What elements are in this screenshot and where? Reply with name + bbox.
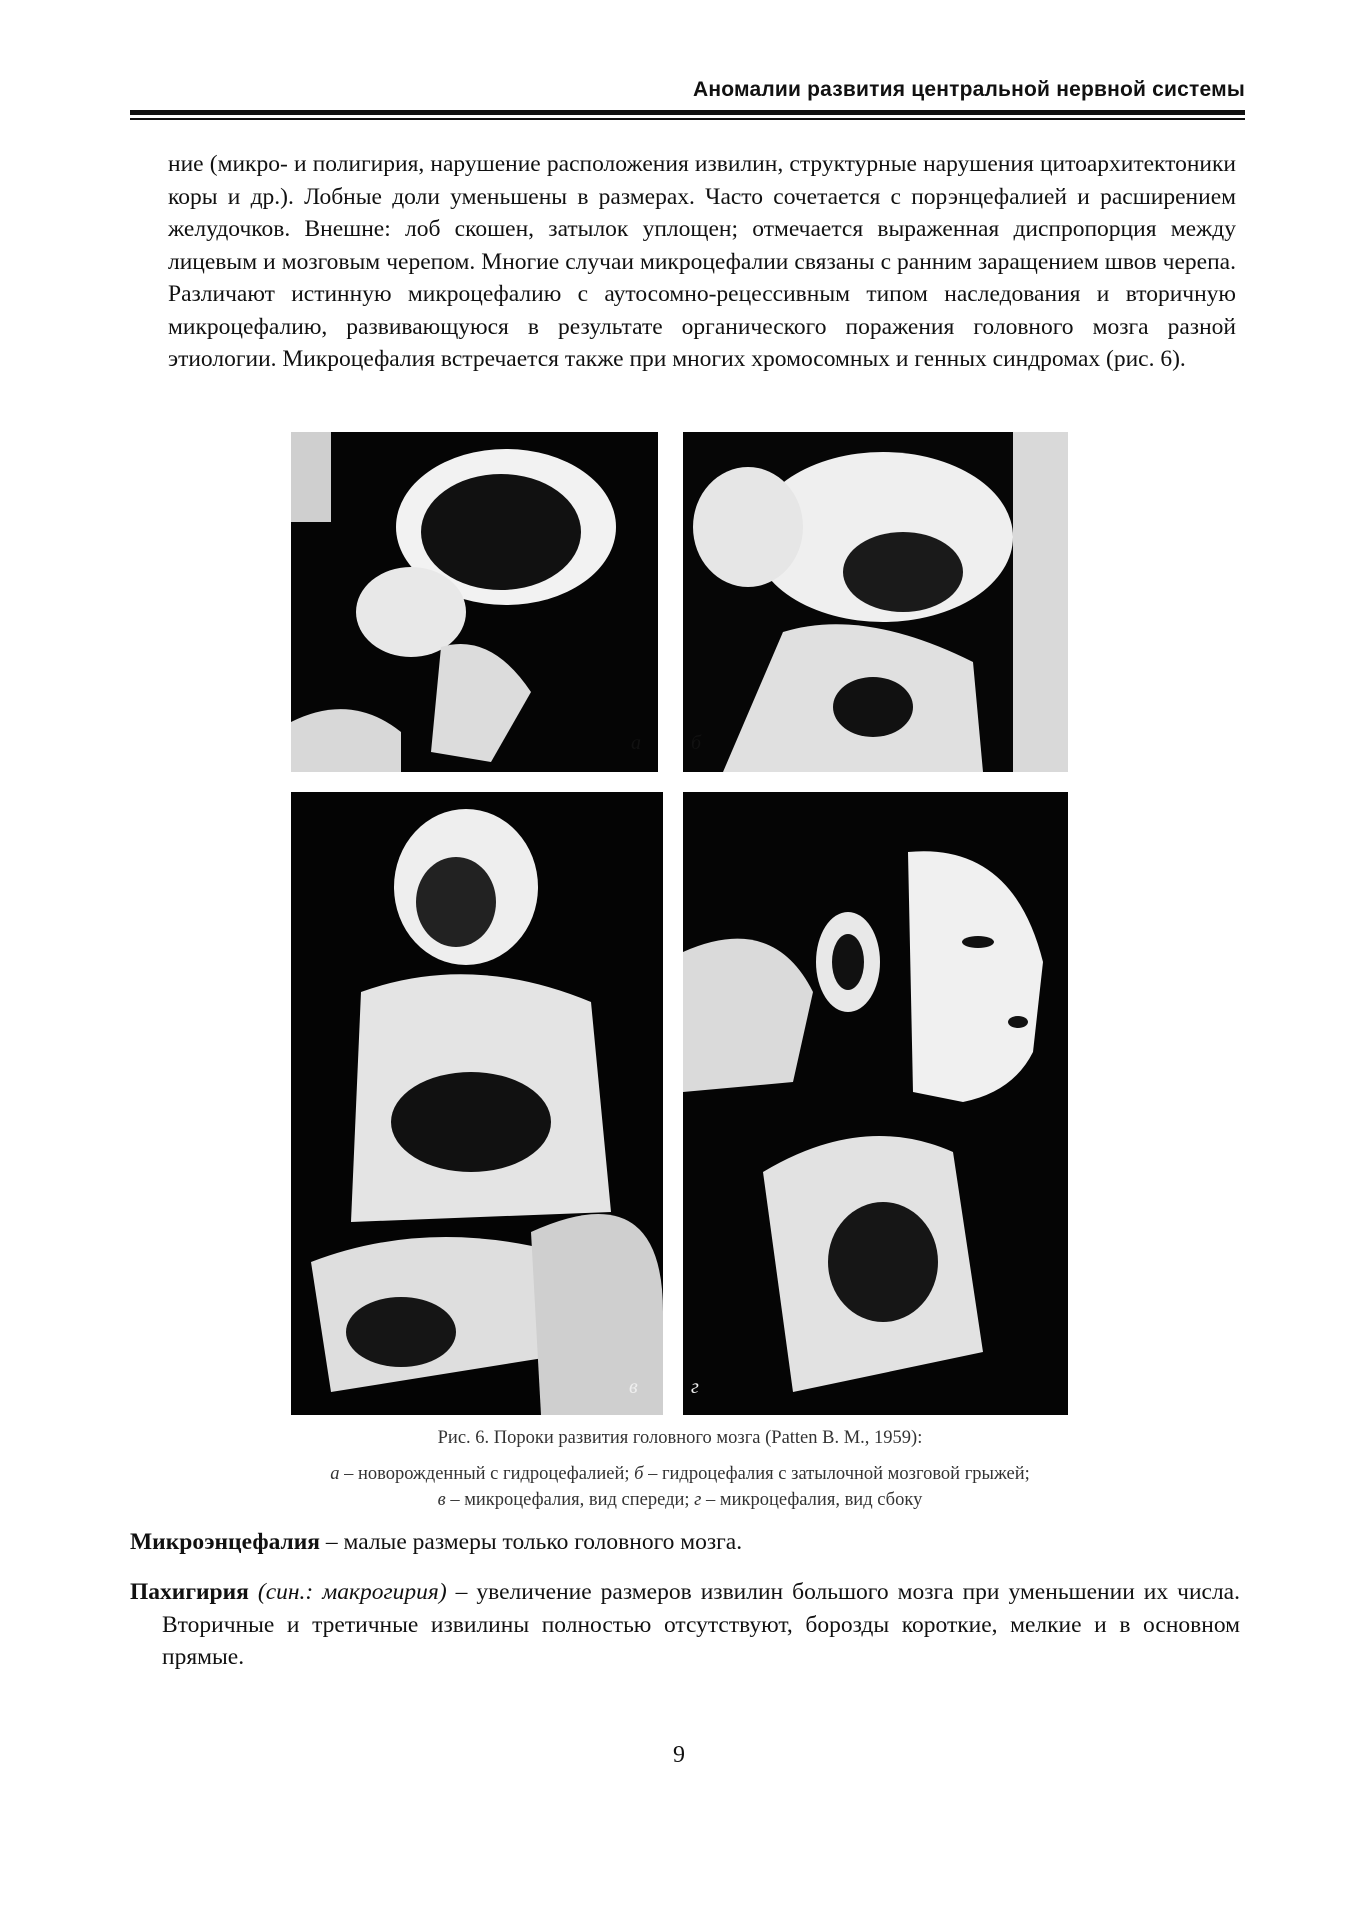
caption-text-g: – микроцефалия, вид сбоку	[701, 1490, 923, 1510]
header-rule-thin	[130, 118, 1245, 120]
caption-text-a: – новорожденный с гидроцефалией;	[339, 1464, 635, 1484]
figure-panel-a	[291, 432, 658, 772]
figure-caption-line1	[180, 1464, 1180, 1485]
definition-text: – малые размеры только головного мозга.	[319, 1529, 743, 1555]
definition-pachygyria	[130, 1576, 1240, 1674]
panel-label-b: б	[691, 732, 702, 754]
photo-microcephaly-side	[683, 792, 1068, 1415]
running-head: Аномалии развития центральной нервной системы	[693, 78, 1245, 101]
definition-microencephaly	[130, 1526, 1240, 1559]
figure-caption-title: Рис. 6. Пороки развития головного мозга (Patten B. M., 1959):	[437, 1428, 923, 1448]
header-rule-thick	[130, 110, 1245, 115]
page-number: 9	[673, 1742, 685, 1768]
body-paragraph: ние (микро- и полигирия, нарушение расположения извилин, структурные нарушения цитоархитектоники коры и др.). Лобные доли уменьшены в размерах. Часто сочетается с порэнцефалией и расширением желудочков. Внешне: лоб скошен, затылок уплощен; отмечается выраженная диспропорция между лицевым и мозговым черепом. Многие случаи микроцефалии связаны с ранним заращением швов черепа. Различают истинную микроцефалию с аутосомно-рецессивным типом наследования и вторичную микроцефалию, развивающуюся в результате органического поражения головного мозга разной этиологии. Микроцефалия встречается также при многих хромосомных и генных синдромах (рис. 6).	[168, 151, 1236, 372]
caption-text-b: – гидроцефалия с затылочной мозговой грыжей;	[643, 1464, 1030, 1484]
figure-panel-b	[683, 432, 1068, 772]
caption-key-b: б	[634, 1464, 644, 1484]
panel-label-g: г	[691, 1376, 699, 1398]
definition-synonym: (син.: макрогирия)	[248, 1579, 447, 1605]
photo-newborn-hydrocephaly	[291, 432, 658, 772]
caption-key-a: а	[330, 1464, 340, 1484]
figure-caption-line2	[180, 1490, 1180, 1511]
definition-text: – увеличение размеров извилин большого мозга при уменьшении их числа. Вторичные и третичные извилины полностью отсутствуют, борозды короткие, мелкие и в основном прямые.	[162, 1579, 1240, 1670]
figure-panel-g	[683, 792, 1068, 1415]
caption-key-g: г	[694, 1490, 702, 1510]
photo-microcephaly-front	[291, 792, 663, 1415]
photo-hydrocephaly-occipital-hernia	[683, 432, 1068, 772]
panel-label-a: а	[631, 732, 641, 754]
caption-text-v: – микроцефалия, вид спереди;	[445, 1490, 695, 1510]
definition-term: Микроэнцефалия	[130, 1529, 320, 1555]
caption-key-v: в	[437, 1490, 446, 1510]
definition-term: Пахигирия	[130, 1579, 249, 1605]
figure-panel-v	[291, 792, 663, 1415]
panel-label-v: в	[629, 1376, 638, 1398]
